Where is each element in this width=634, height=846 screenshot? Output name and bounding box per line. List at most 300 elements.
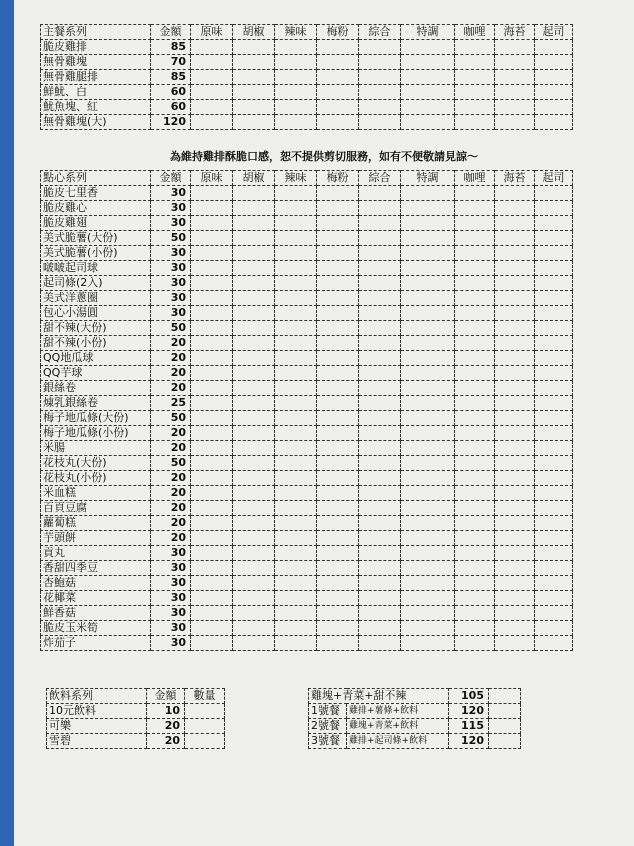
flavor-cell[interactable] bbox=[359, 201, 401, 216]
flavor-cell[interactable] bbox=[455, 441, 495, 456]
flavor-cell[interactable] bbox=[535, 276, 573, 291]
flavor-cell[interactable] bbox=[233, 306, 275, 321]
flavor-cell[interactable] bbox=[495, 471, 535, 486]
flavor-cell[interactable] bbox=[233, 576, 275, 591]
flavor-cell[interactable] bbox=[233, 351, 275, 366]
flavor-cell[interactable] bbox=[535, 471, 573, 486]
flavor-cell[interactable] bbox=[191, 636, 233, 651]
flavor-cell[interactable] bbox=[317, 321, 359, 336]
flavor-cell[interactable] bbox=[535, 501, 573, 516]
flavor-cell[interactable] bbox=[275, 70, 317, 85]
flavor-cell[interactable] bbox=[401, 231, 455, 246]
flavor-cell[interactable] bbox=[401, 621, 455, 636]
flavor-cell[interactable] bbox=[401, 351, 455, 366]
flavor-cell[interactable] bbox=[401, 546, 455, 561]
flavor-cell[interactable] bbox=[233, 85, 275, 100]
flavor-cell[interactable] bbox=[495, 321, 535, 336]
flavor-cell[interactable] bbox=[233, 531, 275, 546]
flavor-cell[interactable] bbox=[317, 85, 359, 100]
flavor-cell[interactable] bbox=[275, 576, 317, 591]
flavor-cell[interactable] bbox=[495, 456, 535, 471]
flavor-cell[interactable] bbox=[359, 486, 401, 501]
flavor-cell[interactable] bbox=[401, 321, 455, 336]
flavor-cell[interactable] bbox=[233, 216, 275, 231]
flavor-cell[interactable] bbox=[191, 40, 233, 55]
flavor-cell[interactable] bbox=[495, 381, 535, 396]
flavor-cell[interactable] bbox=[359, 396, 401, 411]
flavor-cell[interactable] bbox=[401, 486, 455, 501]
flavor-cell[interactable] bbox=[455, 531, 495, 546]
flavor-cell[interactable] bbox=[495, 636, 535, 651]
flavor-cell[interactable] bbox=[317, 336, 359, 351]
flavor-cell[interactable] bbox=[191, 231, 233, 246]
flavor-cell[interactable] bbox=[233, 516, 275, 531]
flavor-cell[interactable] bbox=[275, 306, 317, 321]
flavor-cell[interactable] bbox=[359, 276, 401, 291]
flavor-cell[interactable] bbox=[317, 186, 359, 201]
flavor-cell[interactable] bbox=[455, 351, 495, 366]
flavor-cell[interactable] bbox=[317, 486, 359, 501]
flavor-cell[interactable] bbox=[535, 321, 573, 336]
flavor-cell[interactable] bbox=[359, 291, 401, 306]
flavor-cell[interactable] bbox=[401, 216, 455, 231]
flavor-cell[interactable] bbox=[317, 576, 359, 591]
flavor-cell[interactable] bbox=[275, 351, 317, 366]
flavor-cell[interactable] bbox=[191, 396, 233, 411]
flavor-cell[interactable] bbox=[455, 621, 495, 636]
flavor-cell[interactable] bbox=[317, 246, 359, 261]
flavor-cell[interactable] bbox=[233, 411, 275, 426]
flavor-cell[interactable] bbox=[317, 276, 359, 291]
quantity-cell[interactable] bbox=[185, 734, 225, 749]
flavor-cell[interactable] bbox=[455, 396, 495, 411]
flavor-cell[interactable] bbox=[455, 201, 495, 216]
flavor-cell[interactable] bbox=[275, 396, 317, 411]
flavor-cell[interactable] bbox=[401, 441, 455, 456]
flavor-cell[interactable] bbox=[455, 231, 495, 246]
flavor-cell[interactable] bbox=[455, 336, 495, 351]
flavor-cell[interactable] bbox=[535, 381, 573, 396]
flavor-cell[interactable] bbox=[191, 100, 233, 115]
flavor-cell[interactable] bbox=[317, 100, 359, 115]
flavor-cell[interactable] bbox=[535, 576, 573, 591]
flavor-cell[interactable] bbox=[401, 456, 455, 471]
flavor-cell[interactable] bbox=[359, 561, 401, 576]
flavor-cell[interactable] bbox=[275, 55, 317, 70]
flavor-cell[interactable] bbox=[317, 216, 359, 231]
flavor-cell[interactable] bbox=[495, 55, 535, 70]
flavor-cell[interactable] bbox=[275, 441, 317, 456]
flavor-cell[interactable] bbox=[233, 561, 275, 576]
flavor-cell[interactable] bbox=[455, 606, 495, 621]
flavor-cell[interactable] bbox=[317, 366, 359, 381]
flavor-cell[interactable] bbox=[401, 40, 455, 55]
flavor-cell[interactable] bbox=[317, 516, 359, 531]
flavor-cell[interactable] bbox=[317, 201, 359, 216]
flavor-cell[interactable] bbox=[233, 261, 275, 276]
flavor-cell[interactable] bbox=[401, 276, 455, 291]
flavor-cell[interactable] bbox=[359, 336, 401, 351]
flavor-cell[interactable] bbox=[535, 231, 573, 246]
flavor-cell[interactable] bbox=[317, 40, 359, 55]
flavor-cell[interactable] bbox=[401, 576, 455, 591]
flavor-cell[interactable] bbox=[495, 201, 535, 216]
flavor-cell[interactable] bbox=[535, 291, 573, 306]
flavor-cell[interactable] bbox=[191, 561, 233, 576]
flavor-cell[interactable] bbox=[233, 100, 275, 115]
flavor-cell[interactable] bbox=[455, 426, 495, 441]
flavor-cell[interactable] bbox=[233, 591, 275, 606]
flavor-cell[interactable] bbox=[401, 471, 455, 486]
quantity-cell[interactable] bbox=[489, 704, 521, 719]
flavor-cell[interactable] bbox=[275, 531, 317, 546]
flavor-cell[interactable] bbox=[359, 40, 401, 55]
quantity-cell[interactable] bbox=[489, 719, 521, 734]
flavor-cell[interactable] bbox=[359, 85, 401, 100]
flavor-cell[interactable] bbox=[535, 621, 573, 636]
flavor-cell[interactable] bbox=[191, 546, 233, 561]
flavor-cell[interactable] bbox=[495, 40, 535, 55]
flavor-cell[interactable] bbox=[275, 501, 317, 516]
flavor-cell[interactable] bbox=[191, 70, 233, 85]
flavor-cell[interactable] bbox=[275, 85, 317, 100]
flavor-cell[interactable] bbox=[191, 456, 233, 471]
flavor-cell[interactable] bbox=[275, 231, 317, 246]
flavor-cell[interactable] bbox=[233, 456, 275, 471]
flavor-cell[interactable] bbox=[455, 246, 495, 261]
flavor-cell[interactable] bbox=[275, 216, 317, 231]
flavor-cell[interactable] bbox=[191, 576, 233, 591]
flavor-cell[interactable] bbox=[455, 591, 495, 606]
flavor-cell[interactable] bbox=[495, 441, 535, 456]
flavor-cell[interactable] bbox=[275, 276, 317, 291]
flavor-cell[interactable] bbox=[401, 261, 455, 276]
flavor-cell[interactable] bbox=[317, 591, 359, 606]
flavor-cell[interactable] bbox=[233, 606, 275, 621]
flavor-cell[interactable] bbox=[233, 246, 275, 261]
flavor-cell[interactable] bbox=[359, 441, 401, 456]
flavor-cell[interactable] bbox=[191, 501, 233, 516]
flavor-cell[interactable] bbox=[535, 396, 573, 411]
flavor-cell[interactable] bbox=[317, 441, 359, 456]
flavor-cell[interactable] bbox=[317, 70, 359, 85]
flavor-cell[interactable] bbox=[359, 100, 401, 115]
flavor-cell[interactable] bbox=[359, 246, 401, 261]
flavor-cell[interactable] bbox=[401, 501, 455, 516]
flavor-cell[interactable] bbox=[455, 636, 495, 651]
flavor-cell[interactable] bbox=[401, 531, 455, 546]
flavor-cell[interactable] bbox=[317, 55, 359, 70]
flavor-cell[interactable] bbox=[535, 636, 573, 651]
flavor-cell[interactable] bbox=[359, 531, 401, 546]
flavor-cell[interactable] bbox=[233, 546, 275, 561]
flavor-cell[interactable] bbox=[275, 426, 317, 441]
flavor-cell[interactable] bbox=[401, 396, 455, 411]
flavor-cell[interactable] bbox=[191, 381, 233, 396]
flavor-cell[interactable] bbox=[401, 246, 455, 261]
flavor-cell[interactable] bbox=[317, 531, 359, 546]
flavor-cell[interactable] bbox=[401, 381, 455, 396]
flavor-cell[interactable] bbox=[191, 516, 233, 531]
quantity-cell[interactable] bbox=[489, 734, 521, 749]
flavor-cell[interactable] bbox=[455, 291, 495, 306]
flavor-cell[interactable] bbox=[359, 546, 401, 561]
flavor-cell[interactable] bbox=[455, 216, 495, 231]
flavor-cell[interactable] bbox=[535, 306, 573, 321]
flavor-cell[interactable] bbox=[233, 321, 275, 336]
flavor-cell[interactable] bbox=[535, 261, 573, 276]
flavor-cell[interactable] bbox=[535, 456, 573, 471]
flavor-cell[interactable] bbox=[233, 336, 275, 351]
flavor-cell[interactable] bbox=[191, 216, 233, 231]
flavor-cell[interactable] bbox=[275, 411, 317, 426]
flavor-cell[interactable] bbox=[275, 366, 317, 381]
flavor-cell[interactable] bbox=[359, 366, 401, 381]
flavor-cell[interactable] bbox=[233, 471, 275, 486]
flavor-cell[interactable] bbox=[535, 201, 573, 216]
flavor-cell[interactable] bbox=[535, 426, 573, 441]
flavor-cell[interactable] bbox=[317, 115, 359, 130]
flavor-cell[interactable] bbox=[317, 261, 359, 276]
flavor-cell[interactable] bbox=[317, 636, 359, 651]
flavor-cell[interactable] bbox=[455, 501, 495, 516]
flavor-cell[interactable] bbox=[535, 186, 573, 201]
flavor-cell[interactable] bbox=[401, 606, 455, 621]
flavor-cell[interactable] bbox=[191, 471, 233, 486]
flavor-cell[interactable] bbox=[535, 591, 573, 606]
flavor-cell[interactable] bbox=[233, 501, 275, 516]
flavor-cell[interactable] bbox=[317, 471, 359, 486]
flavor-cell[interactable] bbox=[275, 201, 317, 216]
flavor-cell[interactable] bbox=[275, 40, 317, 55]
flavor-cell[interactable] bbox=[233, 201, 275, 216]
flavor-cell[interactable] bbox=[401, 291, 455, 306]
flavor-cell[interactable] bbox=[275, 606, 317, 621]
flavor-cell[interactable] bbox=[495, 231, 535, 246]
flavor-cell[interactable] bbox=[495, 501, 535, 516]
flavor-cell[interactable] bbox=[191, 441, 233, 456]
flavor-cell[interactable] bbox=[455, 115, 495, 130]
flavor-cell[interactable] bbox=[191, 55, 233, 70]
flavor-cell[interactable] bbox=[455, 456, 495, 471]
flavor-cell[interactable] bbox=[191, 306, 233, 321]
flavor-cell[interactable] bbox=[191, 606, 233, 621]
flavor-cell[interactable] bbox=[359, 456, 401, 471]
flavor-cell[interactable] bbox=[495, 606, 535, 621]
flavor-cell[interactable] bbox=[275, 471, 317, 486]
flavor-cell[interactable] bbox=[191, 321, 233, 336]
flavor-cell[interactable] bbox=[401, 186, 455, 201]
flavor-cell[interactable] bbox=[317, 606, 359, 621]
flavor-cell[interactable] bbox=[317, 621, 359, 636]
flavor-cell[interactable] bbox=[535, 70, 573, 85]
flavor-cell[interactable] bbox=[275, 100, 317, 115]
flavor-cell[interactable] bbox=[495, 336, 535, 351]
flavor-cell[interactable] bbox=[359, 231, 401, 246]
flavor-cell[interactable] bbox=[275, 561, 317, 576]
flavor-cell[interactable] bbox=[455, 40, 495, 55]
flavor-cell[interactable] bbox=[233, 276, 275, 291]
flavor-cell[interactable] bbox=[359, 216, 401, 231]
flavor-cell[interactable] bbox=[455, 261, 495, 276]
flavor-cell[interactable] bbox=[401, 591, 455, 606]
quantity-cell[interactable] bbox=[185, 719, 225, 734]
quantity-cell[interactable] bbox=[185, 704, 225, 719]
flavor-cell[interactable] bbox=[535, 351, 573, 366]
flavor-cell[interactable] bbox=[275, 486, 317, 501]
flavor-cell[interactable] bbox=[275, 636, 317, 651]
flavor-cell[interactable] bbox=[535, 100, 573, 115]
flavor-cell[interactable] bbox=[495, 366, 535, 381]
flavor-cell[interactable] bbox=[359, 351, 401, 366]
flavor-cell[interactable] bbox=[317, 351, 359, 366]
flavor-cell[interactable] bbox=[317, 306, 359, 321]
flavor-cell[interactable] bbox=[275, 186, 317, 201]
flavor-cell[interactable] bbox=[233, 396, 275, 411]
flavor-cell[interactable] bbox=[359, 576, 401, 591]
flavor-cell[interactable] bbox=[401, 55, 455, 70]
flavor-cell[interactable] bbox=[455, 486, 495, 501]
flavor-cell[interactable] bbox=[191, 291, 233, 306]
flavor-cell[interactable] bbox=[401, 201, 455, 216]
flavor-cell[interactable] bbox=[495, 246, 535, 261]
flavor-cell[interactable] bbox=[495, 186, 535, 201]
flavor-cell[interactable] bbox=[275, 516, 317, 531]
flavor-cell[interactable] bbox=[495, 306, 535, 321]
flavor-cell[interactable] bbox=[233, 55, 275, 70]
flavor-cell[interactable] bbox=[455, 85, 495, 100]
flavor-cell[interactable] bbox=[317, 231, 359, 246]
flavor-cell[interactable] bbox=[495, 261, 535, 276]
flavor-cell[interactable] bbox=[535, 486, 573, 501]
flavor-cell[interactable] bbox=[317, 501, 359, 516]
flavor-cell[interactable] bbox=[275, 261, 317, 276]
flavor-cell[interactable] bbox=[359, 306, 401, 321]
flavor-cell[interactable] bbox=[359, 621, 401, 636]
flavor-cell[interactable] bbox=[359, 70, 401, 85]
flavor-cell[interactable] bbox=[495, 351, 535, 366]
flavor-cell[interactable] bbox=[191, 115, 233, 130]
flavor-cell[interactable] bbox=[317, 381, 359, 396]
flavor-cell[interactable] bbox=[191, 85, 233, 100]
flavor-cell[interactable] bbox=[233, 426, 275, 441]
flavor-cell[interactable] bbox=[455, 186, 495, 201]
flavor-cell[interactable] bbox=[275, 291, 317, 306]
flavor-cell[interactable] bbox=[535, 366, 573, 381]
flavor-cell[interactable] bbox=[495, 291, 535, 306]
flavor-cell[interactable] bbox=[455, 321, 495, 336]
flavor-cell[interactable] bbox=[359, 501, 401, 516]
flavor-cell[interactable] bbox=[275, 456, 317, 471]
flavor-cell[interactable] bbox=[495, 100, 535, 115]
flavor-cell[interactable] bbox=[401, 115, 455, 130]
flavor-cell[interactable] bbox=[191, 186, 233, 201]
flavor-cell[interactable] bbox=[455, 576, 495, 591]
flavor-cell[interactable] bbox=[455, 411, 495, 426]
flavor-cell[interactable] bbox=[495, 546, 535, 561]
flavor-cell[interactable] bbox=[233, 291, 275, 306]
flavor-cell[interactable] bbox=[495, 411, 535, 426]
flavor-cell[interactable] bbox=[191, 336, 233, 351]
flavor-cell[interactable] bbox=[191, 531, 233, 546]
flavor-cell[interactable] bbox=[401, 100, 455, 115]
flavor-cell[interactable] bbox=[401, 366, 455, 381]
flavor-cell[interactable] bbox=[191, 366, 233, 381]
flavor-cell[interactable] bbox=[495, 216, 535, 231]
flavor-cell[interactable] bbox=[359, 55, 401, 70]
flavor-cell[interactable] bbox=[455, 70, 495, 85]
flavor-cell[interactable] bbox=[495, 115, 535, 130]
flavor-cell[interactable] bbox=[495, 531, 535, 546]
flavor-cell[interactable] bbox=[401, 336, 455, 351]
flavor-cell[interactable] bbox=[275, 621, 317, 636]
flavor-cell[interactable] bbox=[495, 576, 535, 591]
flavor-cell[interactable] bbox=[359, 606, 401, 621]
flavor-cell[interactable] bbox=[455, 55, 495, 70]
flavor-cell[interactable] bbox=[495, 70, 535, 85]
flavor-cell[interactable] bbox=[191, 246, 233, 261]
flavor-cell[interactable] bbox=[455, 561, 495, 576]
flavor-cell[interactable] bbox=[233, 381, 275, 396]
flavor-cell[interactable] bbox=[495, 516, 535, 531]
flavor-cell[interactable] bbox=[233, 231, 275, 246]
flavor-cell[interactable] bbox=[275, 321, 317, 336]
flavor-cell[interactable] bbox=[191, 411, 233, 426]
flavor-cell[interactable] bbox=[191, 351, 233, 366]
flavor-cell[interactable] bbox=[233, 621, 275, 636]
flavor-cell[interactable] bbox=[535, 546, 573, 561]
flavor-cell[interactable] bbox=[359, 261, 401, 276]
flavor-cell[interactable] bbox=[317, 546, 359, 561]
flavor-cell[interactable] bbox=[455, 381, 495, 396]
flavor-cell[interactable] bbox=[359, 381, 401, 396]
flavor-cell[interactable] bbox=[535, 85, 573, 100]
flavor-cell[interactable] bbox=[317, 291, 359, 306]
flavor-cell[interactable] bbox=[275, 336, 317, 351]
flavor-cell[interactable] bbox=[359, 186, 401, 201]
flavor-cell[interactable] bbox=[191, 201, 233, 216]
flavor-cell[interactable] bbox=[455, 471, 495, 486]
flavor-cell[interactable] bbox=[401, 561, 455, 576]
flavor-cell[interactable] bbox=[455, 276, 495, 291]
flavor-cell[interactable] bbox=[535, 531, 573, 546]
flavor-cell[interactable] bbox=[233, 186, 275, 201]
flavor-cell[interactable] bbox=[359, 426, 401, 441]
flavor-cell[interactable] bbox=[401, 306, 455, 321]
flavor-cell[interactable] bbox=[455, 366, 495, 381]
flavor-cell[interactable] bbox=[535, 55, 573, 70]
flavor-cell[interactable] bbox=[535, 246, 573, 261]
flavor-cell[interactable] bbox=[233, 115, 275, 130]
flavor-cell[interactable] bbox=[275, 115, 317, 130]
flavor-cell[interactable] bbox=[359, 321, 401, 336]
flavor-cell[interactable] bbox=[359, 471, 401, 486]
flavor-cell[interactable] bbox=[359, 115, 401, 130]
flavor-cell[interactable] bbox=[317, 561, 359, 576]
flavor-cell[interactable] bbox=[495, 85, 535, 100]
flavor-cell[interactable] bbox=[317, 411, 359, 426]
flavor-cell[interactable] bbox=[535, 115, 573, 130]
flavor-cell[interactable] bbox=[401, 85, 455, 100]
flavor-cell[interactable] bbox=[495, 561, 535, 576]
flavor-cell[interactable] bbox=[535, 606, 573, 621]
flavor-cell[interactable] bbox=[233, 366, 275, 381]
flavor-cell[interactable] bbox=[401, 70, 455, 85]
flavor-cell[interactable] bbox=[455, 100, 495, 115]
flavor-cell[interactable] bbox=[191, 276, 233, 291]
flavor-cell[interactable] bbox=[317, 456, 359, 471]
flavor-cell[interactable] bbox=[233, 70, 275, 85]
